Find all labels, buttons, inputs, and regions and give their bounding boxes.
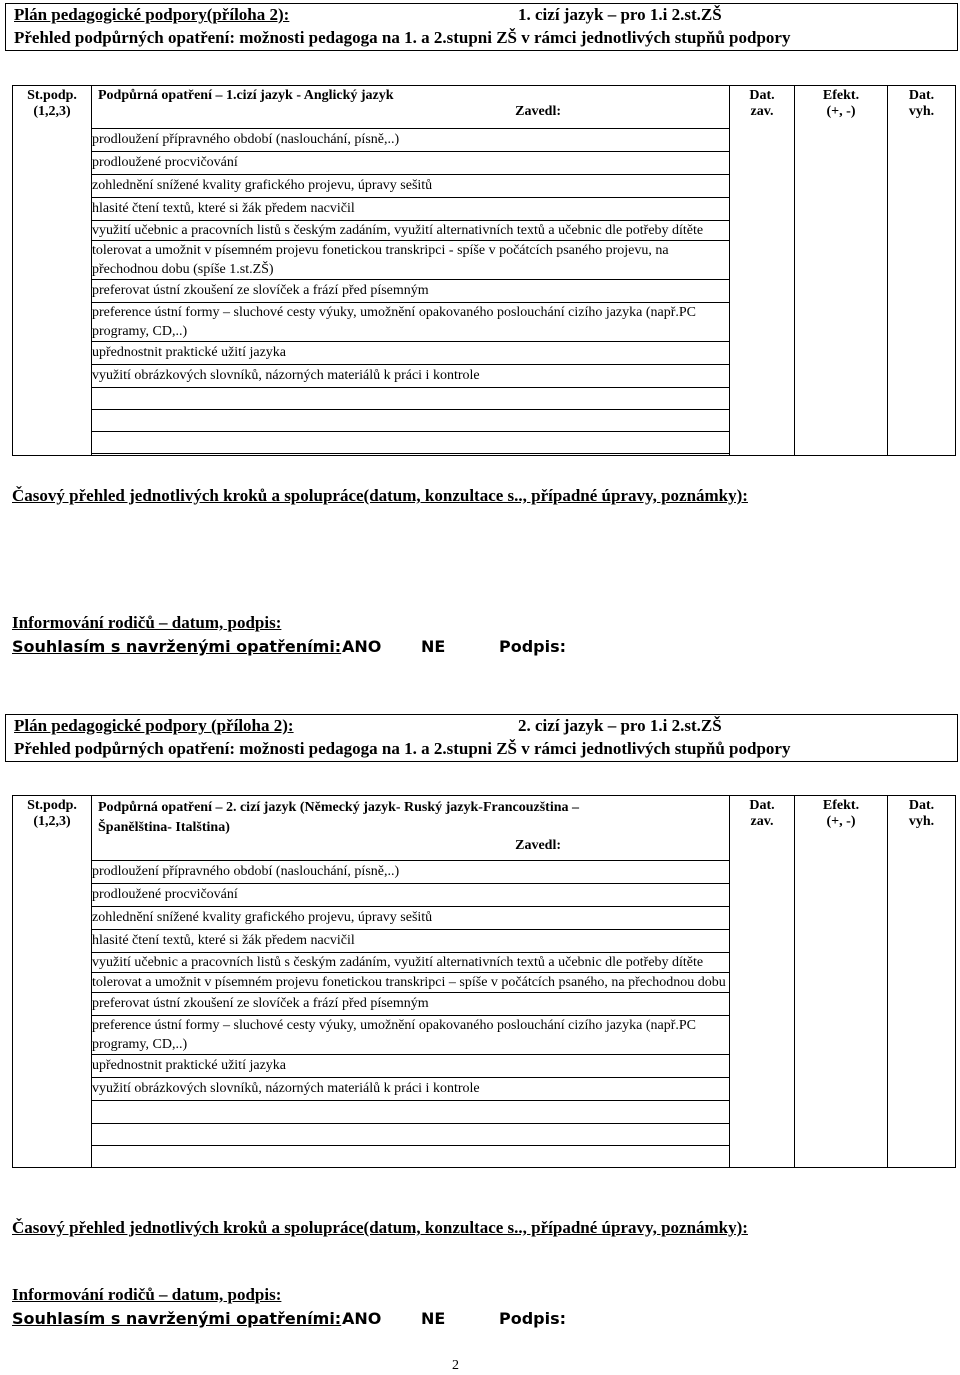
col-header-line: Efekt. — [822, 798, 860, 813]
measure-item: využití učebnic a pracovních listů s českým zadáním, využití alternativních textů a učebnic dle potřeby dítěte — [92, 221, 730, 241]
support-level-label: St.podp. — [27, 798, 77, 813]
measure-item: prodloužené procvičování — [92, 152, 730, 175]
col-header-line: Dat. — [749, 88, 775, 103]
introduced-by-label: Zavedl: — [515, 838, 561, 853]
plan-header-2 — [5, 714, 958, 762]
consent-row — [12, 637, 612, 659]
consent-label: Souhlasím s navrženými opatřeními: — [12, 1309, 342, 1328]
measures-table-1 — [12, 85, 956, 456]
overview-title: Přehled podpůrných opatření: možnosti pedagoga na 1. a 2.stupni ZŠ v rámci jednotlivých stupňů podpory — [14, 28, 791, 47]
measure-item: prodloužení přípravného období (naslouchání, písně,..) — [92, 129, 730, 152]
consent-row — [12, 1309, 612, 1331]
introduced-by-label: Zavedl: — [515, 104, 561, 119]
measure-item: hlasité čtení textů, které si žák předem nacvičil — [92, 198, 730, 221]
support-level-values: (1,2,3) — [33, 104, 71, 119]
plan-title: Plán pedagogické podpory (příloha 2): — [14, 716, 294, 735]
signature-label: Podpis: — [499, 1309, 567, 1328]
empty-measure-row[interactable] — [92, 410, 730, 432]
date-introduced-column — [730, 796, 795, 1168]
empty-measure-row — [92, 454, 730, 456]
measure-item: prodloužení přípravného období (naslouchání, písně,..) — [92, 861, 730, 884]
plan-title: Plán pedagogické podpory(příloha 2): — [14, 5, 290, 24]
parents-info: Informování rodičů – datum, podpis: — [12, 1285, 282, 1304]
col-header-line: zav. — [750, 814, 774, 829]
date-introduced-column — [730, 86, 795, 456]
measure-item: zohlednění snížené kvality grafického projevu, úpravy sešitů — [92, 907, 730, 930]
col-header-line: Dat. — [749, 798, 775, 813]
col-header-line: vyh. — [908, 814, 935, 829]
measure-item: preference ústní formy – sluchové cesty výuky, umožnění opakovaného poslouchání cizího jazyka (např.PC programy, CD,..) — [92, 1016, 730, 1055]
plan-subject: 1. cizí jazyk – pro 1.i 2.st.ZŠ — [518, 5, 722, 24]
support-level-label: St.podp. — [27, 88, 77, 103]
col-header-line: zav. — [750, 104, 774, 119]
timeline-heading: Časový přehled jednotlivých kroků a spolupráce(datum, konzultace s.., případné úpravy, poznámky): — [12, 1218, 748, 1237]
support-level-cell — [13, 796, 92, 1168]
empty-measure-row[interactable] — [92, 388, 730, 410]
measure-item: preference ústní formy – sluchové cesty výuky, umožnění opakovaného poslouchání cizího jazyka (např.PC programy, CD,..) — [92, 303, 730, 342]
page-number: 2 — [452, 1358, 459, 1373]
parents-info: Informování rodičů – datum, podpis: — [12, 613, 282, 632]
col-header-line: Dat. — [908, 88, 935, 103]
measure-title: Podpůrná opatření – 1.cizí jazyk - Anglický jazyk — [98, 88, 394, 103]
consent-label: Souhlasím s navrženými opatřeními: — [12, 637, 342, 656]
plan-header-1 — [5, 3, 958, 51]
measure-item: tolerovat a umožnit v písemném projevu fonetickou transkripci – spíše v počátcích psaného, na přechodnou dobu — [92, 973, 730, 993]
measure-item: upřednostnit praktické užití jazyka — [92, 342, 730, 365]
measure-item: zohlednění snížené kvality grafického projevu, úpravy sešitů — [92, 175, 730, 198]
date-evaluated-column — [888, 86, 956, 456]
consent-yes[interactable]: ANO — [342, 637, 382, 656]
consent-no[interactable]: NE — [421, 1309, 446, 1328]
col-header-line: Efekt. — [822, 88, 860, 103]
measure-item: preferovat ústní zkoušení ze slovíček a frází před písemným — [92, 280, 730, 303]
measure-item: tolerovat a umožnit v písemném projevu fonetickou transkripci - spíše v počátcích psaného projevu, na přechodnou dobu (spíše 1.st.ZŠ) — [92, 241, 730, 280]
measure-title: Podpůrná opatření – 2. cizí jazyk (Německý jazyk- Ruský jazyk-Francouzština – Španělština- Italština) — [98, 800, 580, 835]
signature-label: Podpis: — [499, 637, 567, 656]
empty-measure-row[interactable] — [92, 1146, 730, 1168]
empty-measure-row[interactable] — [92, 1124, 730, 1146]
support-level-cell — [13, 86, 92, 456]
measures-table-2 — [12, 795, 956, 1168]
measure-item: využití obrázkových slovníků, názorných materiálů k práci i kontrole — [92, 365, 730, 388]
effect-column — [795, 86, 888, 456]
consent-yes[interactable]: ANO — [342, 1309, 382, 1328]
measure-title-cell — [92, 86, 730, 129]
plan-subject: 2. cizí jazyk – pro 1.i 2.st.ZŠ — [518, 716, 722, 735]
measure-item: využití obrázkových slovníků, názorných materiálů k práci i kontrole — [92, 1078, 730, 1101]
consent-no[interactable]: NE — [421, 637, 446, 656]
empty-measure-row[interactable] — [92, 1101, 730, 1124]
measure-item: preferovat ústní zkoušení ze slovíček a frází před písemným — [92, 993, 730, 1016]
col-header-line: (+, -) — [826, 814, 856, 829]
measure-item: využití učebnic a pracovních listů s českým zadáním, využití alternativních textů a učebnic dle potřeby dítěte — [92, 953, 730, 973]
measure-item: upřednostnit praktické užití jazyka — [92, 1055, 730, 1078]
empty-measure-row[interactable] — [92, 432, 730, 454]
col-header-line: Dat. — [908, 798, 935, 813]
col-header-line: (+, -) — [826, 104, 856, 119]
measure-item: prodloužené procvičování — [92, 884, 730, 907]
timeline-heading: Časový přehled jednotlivých kroků a spolupráce(datum, konzultace s.., případné úpravy, poznámky): — [12, 486, 748, 505]
measure-item: hlasité čtení textů, které si žák předem nacvičil — [92, 930, 730, 953]
support-level-values: (1,2,3) — [33, 814, 71, 829]
date-evaluated-column — [888, 796, 956, 1168]
col-header-line: vyh. — [908, 104, 935, 119]
measure-title-cell — [92, 796, 730, 861]
effect-column — [795, 796, 888, 1168]
overview-title: Přehled podpůrných opatření: možnosti pedagoga na 1. a 2.stupni ZŠ v rámci jednotlivých stupňů podpory — [14, 739, 791, 758]
